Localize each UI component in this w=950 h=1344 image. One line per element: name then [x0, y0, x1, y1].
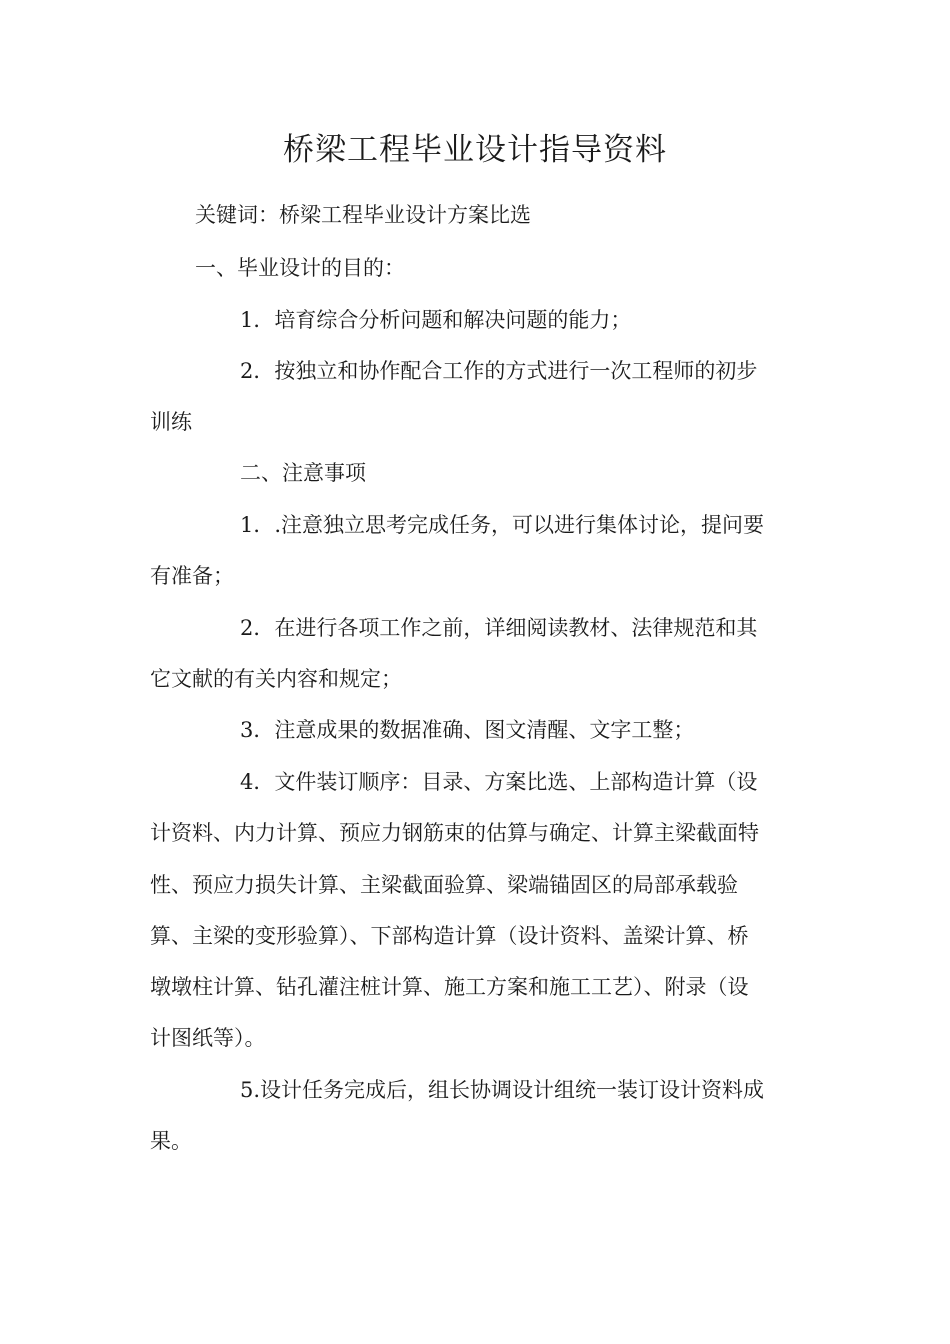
- note-item-2-line-1: 2．在进行各项工作之前，详细阅读教材、法律规范和其: [240, 616, 758, 640]
- note-item-1-line-2: 有准备；: [150, 564, 234, 588]
- section-heading-notes: 二、注意事项: [240, 461, 366, 485]
- section-heading-purpose: 一、毕业设计的目的：: [195, 256, 405, 280]
- note-item-4-line-2: 计资料、内力计算、预应力钢筋束的估算与确定、计算主梁截面特: [150, 821, 759, 845]
- purpose-item-2-line-1: 2．按独立和协作配合工作的方式进行一次工程师的初步: [240, 359, 758, 383]
- purpose-item-2-line-2: 训练: [150, 410, 192, 434]
- note-item-1-line-1: 1．.注意独立思考完成任务，可以进行集体讨论，提问要: [240, 513, 765, 537]
- note-item-4-line-3: 性、预应力损失计算、主梁截面验算、梁端锚固区的局部承载验: [150, 873, 738, 897]
- note-item-5-line-2: 果。: [150, 1129, 192, 1153]
- note-item-4-line-5: 墩墩柱计算、钻孔灌注桩计算、施工方案和施工工艺）、附录（设: [150, 975, 749, 999]
- document-title: 桥梁工程毕业设计指导资料: [283, 132, 667, 168]
- purpose-item-1: 1．培育综合分析问题和解决问题的能力；: [240, 308, 632, 332]
- note-item-3: 3．注意成果的数据准确、图文清醒、文字工整；: [240, 718, 695, 742]
- keywords-line: 关键词：桥梁工程毕业设计方案比选: [195, 203, 531, 227]
- note-item-4-line-4: 算、主梁的变形验算）、下部构造计算（设计资料、盖梁计算、桥: [150, 924, 749, 948]
- note-item-4-line-6: 计图纸等）。: [150, 1026, 266, 1050]
- note-item-2-line-2: 它文献的有关内容和规定；: [150, 667, 402, 691]
- note-item-4-line-1: 4．文件装订顺序：目录、方案比选、上部构造计算（设: [240, 770, 758, 794]
- note-item-5-line-1: 5.设计任务完成后，组长协调设计组统一装订设计资料成: [240, 1078, 765, 1102]
